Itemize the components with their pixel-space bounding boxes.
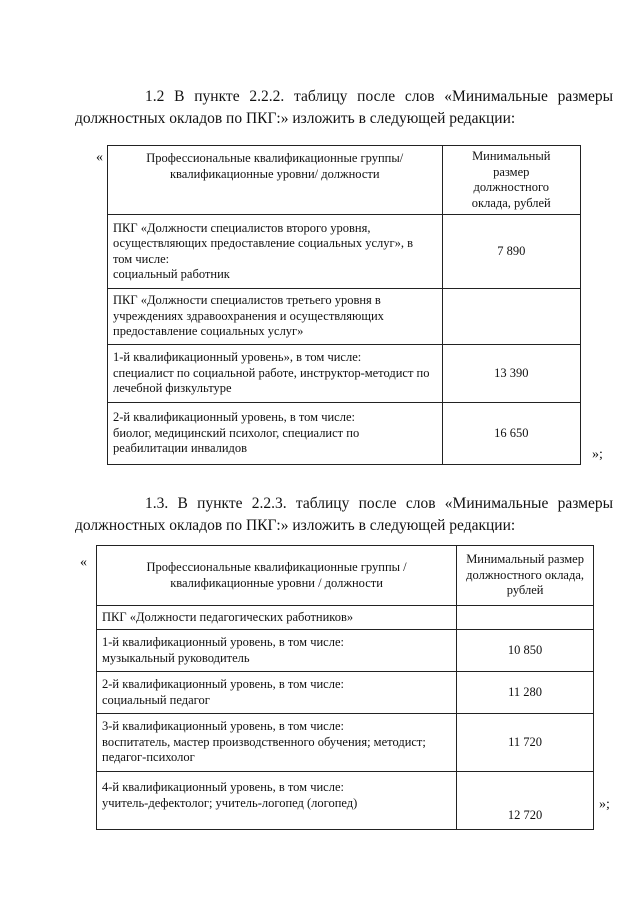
table-2-row-1-value: 10 850 [457,630,594,672]
table-1-header-col1: Профессиональные квалификационные группы/ квалификационные уровни/ должности [108,146,443,215]
table-2-row-2-value: 11 280 [457,672,594,714]
table-1-row-3-text: 2-й квалификационный уровень, в том числе: биолог, медицинский психолог, специалист по реабилитации инвалидов [108,403,443,465]
table-2-row-0-value [457,606,594,630]
table-1-row-3-value: 16 650 [442,403,580,465]
table-row [97,772,594,830]
table-2-row-3-text: 3-й квалификационный уровень, в том числе: воспитатель, мастер производственного обучения; методист; педагог-психолог [97,714,457,772]
table-2-row-0-text: ПКГ «Должности педагогических работников» [97,606,457,630]
table-1-open-quote: « [96,150,103,165]
table-2-close-quote: »; [599,797,610,812]
table-2-row-2-text: 2-й квалификационный уровень, в том числе: социальный педагог [97,672,457,714]
table-1-row-0-text: ПКГ «Должности специалистов второго уровня, осуществляющих предоставление социальных услуг», в том числе: социальный работник [108,215,443,289]
table-row [97,630,594,672]
section-1-3-line1: 1.3. В пункте 2.2.3. таблицу после слов «Минимальные размеры [145,495,613,512]
table-row [108,289,581,345]
table-row [108,215,581,289]
table-1-row-2-text: 1-й квалификационный уровень», в том числе: специалист по социальной работе, инструктор-методист по лечебной физкультуре [108,345,443,403]
table-1 [107,145,581,465]
table-row [108,403,581,465]
table-1-row-1-value [442,289,580,345]
table-2-open-quote: « [80,555,87,570]
table-1-header-row [108,146,581,215]
table-2-row-1-text: 1-й квалификационный уровень, в том числе: музыкальный руководитель [97,630,457,672]
table-2 [96,545,594,830]
table-1-row-1-text: ПКГ «Должности специалистов третьего уровня в учреждениях здравоохранения и осуществляющих предоставление социальных услуг» [108,289,443,345]
table-2-row-4-value: 12 720 [457,772,594,830]
table-row [97,606,594,630]
table-1-row-2-value: 13 390 [442,345,580,403]
table-row [97,714,594,772]
table-row [97,672,594,714]
section-1-3-line2: должностных окладов по ПКГ:» изложить в следующей редакции: [75,517,516,534]
table-row [108,345,581,403]
section-1-2-paragraph [75,86,613,130]
section-1-3-paragraph [75,493,613,537]
section-1-2-line2: должностных окладов по ПКГ:» изложить в следующей редакции: [75,110,516,127]
table-1-row-0-value: 7 890 [442,215,580,289]
table-2-row-3-value: 11 720 [457,714,594,772]
table-2-header-col1: Профессиональные квалификационные группы / квалификационные уровни / должности [97,546,457,606]
table-2-row-4-text: 4-й квалификационный уровень, в том числе: учитель-дефектолог; учитель-логопед (логопед) [97,772,457,830]
table-1-close-quote: »; [592,447,603,462]
table-2-header-col2: Минимальный размер должностного оклада, рублей [457,546,594,606]
table-1-header-col2: Минимальный размер должностного оклада, рублей [442,146,580,215]
section-1-2-line1: 1.2 В пункте 2.2.2. таблицу после слов «Минимальные размеры [145,88,613,105]
table-2-header-row [97,546,594,606]
